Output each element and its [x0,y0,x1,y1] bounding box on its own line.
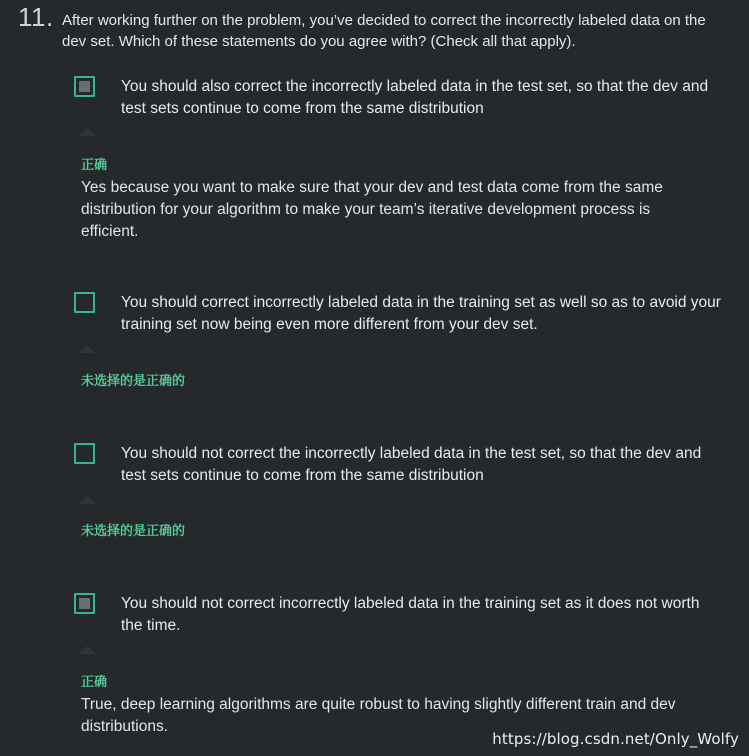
option-3-checkbox[interactable] [74,443,95,464]
collapse-arrow-icon [78,345,96,353]
collapse-arrow-icon [78,128,96,136]
option-1-checkbox[interactable] [74,76,95,97]
option-1-status: 正确 [81,157,108,172]
option-1-text: You should also correct the incorrectly labeled data in the test set, so that the dev and test sets continue to come from the same distribution [121,78,709,117]
option-3-status: 未选择的是正确的 [81,523,186,538]
option-1-explanation: Yes because you want to make sure that your dev and test data come from the same distribution for your algorithm to make your team’s iterative development process is efficient. [81,179,663,240]
option-4-text: You should not correct incorrectly labeled data in the training set as it does not worth the time. [121,595,700,634]
option-2-checkbox[interactable] [74,292,95,313]
option-3-text: You should not correct the incorrectly labeled data in the test set, so that the dev and test sets continue to come from the same distribution [121,445,702,484]
collapse-arrow-icon [78,496,96,504]
question-text: After working further on the problem, you’ve decided to correct the incorrectly labeled data on the dev set. Which of these statements do you agree with? (Check all that apply). [62,12,706,50]
watermark: https://blog.csdn.net/Only_Wolfy [492,730,739,748]
option-2-status: 未选择的是正确的 [81,373,186,388]
option-4-checkbox[interactable] [74,593,95,614]
option-2-text: You should correct incorrectly labeled data in the training set as well so as to avoid your training set now being even more different from your dev set. [121,294,721,333]
option-4-status: 正确 [81,674,108,689]
collapse-arrow-icon [78,646,96,654]
option-4-explanation: True, deep learning algorithms are quite robust to having slightly different train and dev distributions. [81,696,676,735]
question-number: 11. [18,2,54,32]
